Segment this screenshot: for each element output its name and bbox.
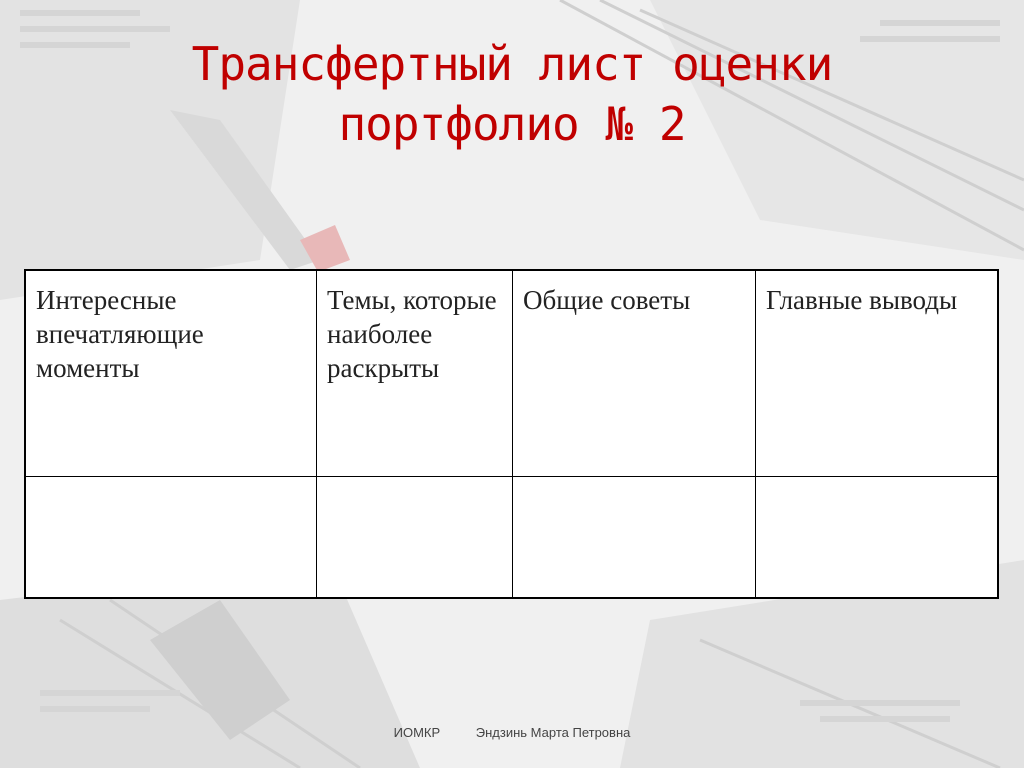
table-header-row [25,270,998,477]
table-cell[interactable] [25,477,317,599]
slide-title: Трансфертный лист оценки портфолио № 2 [191,37,833,151]
footer-author: Эндзинь Марта Петровна [475,725,631,740]
footer-organization: ИОМКР [393,725,441,740]
table-cell[interactable] [513,477,756,599]
assessment-table [24,269,999,599]
table-row [25,477,998,599]
column-header: Общие советы [513,270,756,477]
column-header: Интересные впечатляющие моменты [25,270,317,477]
column-header: Главные выводы [756,270,999,477]
table-cell[interactable] [317,477,513,599]
column-header: Темы, которые наиболее раскрыты [317,270,513,477]
table-cell[interactable] [756,477,999,599]
slide-footer [0,725,1024,740]
